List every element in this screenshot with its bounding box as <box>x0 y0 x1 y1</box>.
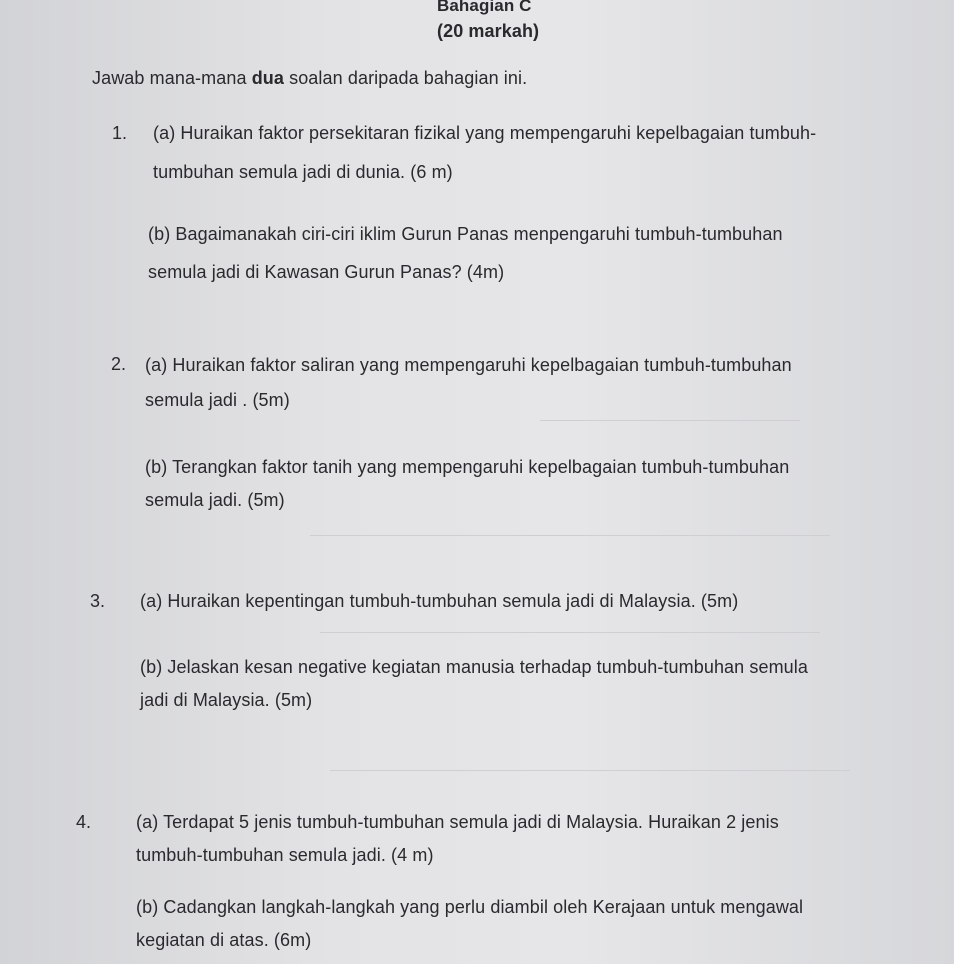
question-1a-line-1: (a) Huraikan faktor persekitaran fizikal yang mempengaruhi kepelbagaian tumbuh- <box>153 123 817 143</box>
instruction-post: soalan daripada bahagian ini. <box>284 68 528 88</box>
question-2b-line-1: (b) Terangkan faktor tanih yang mempengaruhi kepelbagaian tumbuh-tumbuhan <box>145 457 790 477</box>
question-3b-line-2: jadi di Malaysia. (5m) <box>140 690 313 710</box>
question-1a-line-2: tumbuhan semula jadi di dunia. (6 m) <box>153 162 453 182</box>
section-marks: (20 markah) <box>437 21 540 41</box>
question-1b-line-1: (b) Bagaimanakah ciri-ciri iklim Gurun Panas menpengaruhi tumbuh-tumbuhan <box>148 224 783 244</box>
show-through-line <box>540 420 800 421</box>
question-2a-line-1: (a) Huraikan faktor saliran yang mempengaruhi kepelbagaian tumbuh-tumbuhan <box>145 355 792 375</box>
question-1b-line-2: semula jadi di Kawasan Gurun Panas? (4m) <box>148 262 505 282</box>
question-2a-line-2: semula jadi . (5m) <box>145 390 290 410</box>
instruction-text <box>92 68 527 89</box>
question-2b-line-2: semula jadi. (5m) <box>145 490 285 510</box>
show-through-line <box>310 535 830 536</box>
question-number: 4. <box>76 812 92 832</box>
question-4b-line-1: (b) Cadangkan langkah-langkah yang perlu diambil oleh Kerajaan untuk mengawal <box>136 897 804 917</box>
show-through-line <box>330 770 850 771</box>
section-title: Bahagian C <box>437 0 532 15</box>
question-3b-line-1: (b) Jelaskan kesan negative kegiatan manusia terhadap tumbuh-tumbuhan semula <box>140 657 809 677</box>
question-4a-line-1: (a) Terdapat 5 jenis tumbuh-tumbuhan semula jadi di Malaysia. Huraikan 2 jenis <box>136 812 779 832</box>
question-4b-line-2: kegiatan di atas. (6m) <box>136 930 312 950</box>
instruction-emphasis: dua <box>251 68 284 88</box>
question-number: 1. <box>112 123 128 143</box>
show-through-line <box>320 632 820 633</box>
question-number: 2. <box>111 354 127 374</box>
question-4a-line-2: tumbuh-tumbuhan semula jadi. (4 m) <box>136 845 434 865</box>
instruction-pre: Jawab mana-mana <box>92 68 252 88</box>
question-number: 3. <box>90 591 106 611</box>
question-3a-line-1: (a) Huraikan kepentingan tumbuh-tumbuhan semula jadi di Malaysia. (5m) <box>140 591 739 611</box>
